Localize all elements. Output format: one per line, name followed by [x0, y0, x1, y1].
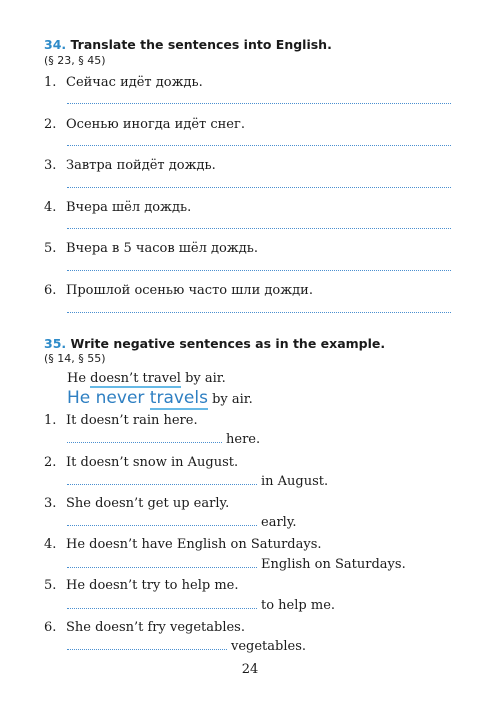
ex35-item-6: 6. She doesn’t fry vegetables. [44, 620, 245, 635]
ex35-answer-1: here. [67, 432, 260, 447]
ex34-item-5-text: Вчера в 5 часов шёл дождь. [66, 241, 258, 256]
exercise-35-reference: (§ 14, § 55) [44, 352, 106, 365]
ex35-answer-line-4[interactable] [67, 567, 257, 568]
ex35-item-1-text: It doesn’t rain here. [66, 413, 198, 428]
exercise-34-reference: (§ 23, § 45) [44, 54, 106, 67]
exercise-34-number: 34. [44, 37, 67, 52]
ex35-item-6-text: She doesn’t fry vegetables. [66, 620, 245, 635]
ex34-answer-line-3[interactable] [67, 187, 451, 188]
ex35-answer-line-2[interactable] [67, 484, 257, 485]
ex35-answer-line-1[interactable] [67, 442, 222, 443]
ex35-item-1: 1. It doesn’t rain here. [44, 413, 198, 428]
ex34-item-4-text: Вчера шёл дождь. [66, 200, 192, 215]
exercise-35-heading [44, 336, 385, 351]
ex35-answer-6: vegetables. [67, 639, 306, 654]
ex34-item-1: 1. Сейчас идёт дождь. [44, 75, 203, 90]
example-underlined-verb: doesn’t travel [90, 371, 181, 386]
ex35-answer-line-3[interactable] [67, 525, 257, 526]
ex35-item-3-text: She doesn’t get up early. [66, 496, 230, 511]
ex35-example-sentence: He doesn’t travel by air. [67, 371, 226, 386]
ex34-item-3-text: Завтра пойдёт дождь. [66, 158, 216, 173]
page-number: 24 [241, 662, 259, 677]
ex34-answer-line-6[interactable] [67, 312, 451, 313]
ex35-answer-3: early. [67, 515, 297, 530]
ex35-item-4: 4. He doesn’t have English on Saturdays. [44, 537, 322, 552]
ex35-item-4-text: He doesn’t have English on Saturdays. [66, 537, 322, 552]
ex35-example-answer: He never travels by air. [67, 388, 253, 408]
exercise-35-number: 35. [44, 336, 67, 351]
ex35-item-2: 2. It doesn’t snow in August. [44, 455, 239, 470]
ex35-answer-5: to help me. [67, 598, 335, 613]
ex35-item-3: 3. She doesn’t get up early. [44, 496, 230, 511]
exercise-34-instruction: Translate the sentences into English. [70, 37, 332, 52]
ex35-answer-4: English on Saturdays. [67, 557, 406, 572]
exercise-35-instruction: Write negative sentences as in the example. [70, 336, 386, 351]
ex34-answer-line-1[interactable] [67, 103, 451, 104]
ex34-answer-line-5[interactable] [67, 270, 451, 271]
ex34-item-6: 6. Прошлой осенью часто шли дожди. [44, 283, 313, 298]
ex34-answer-line-4[interactable] [67, 228, 451, 229]
ex34-item-2-text: Осенью иногда идёт снег. [66, 117, 245, 132]
ex34-item-4: 4. Вчера шёл дождь. [44, 200, 192, 215]
example-answer-underlined-verb: travels [149, 388, 208, 408]
ex34-item-1-text: Сейчас идёт дождь. [66, 75, 203, 90]
ex34-item-5: 5. Вчера в 5 часов шёл дождь. [44, 241, 258, 256]
ex35-item-5: 5. He doesn’t try to help me. [44, 578, 239, 593]
ex35-answer-2: in August. [67, 474, 328, 489]
ex35-item-5-text: He doesn’t try to help me. [66, 578, 239, 593]
ex34-item-6-text: Прошлой осенью часто шли дожди. [66, 283, 313, 298]
ex34-item-3: 3. Завтра пойдёт дождь. [44, 158, 216, 173]
ex35-answer-line-6[interactable] [67, 649, 227, 650]
ex34-item-2: 2. Осенью иногда идёт снег. [44, 117, 245, 132]
exercise-34-heading [44, 37, 332, 52]
ex34-answer-line-2[interactable] [67, 145, 451, 146]
ex35-item-2-text: It doesn’t snow in August. [66, 455, 239, 470]
ex35-answer-line-5[interactable] [67, 608, 257, 609]
